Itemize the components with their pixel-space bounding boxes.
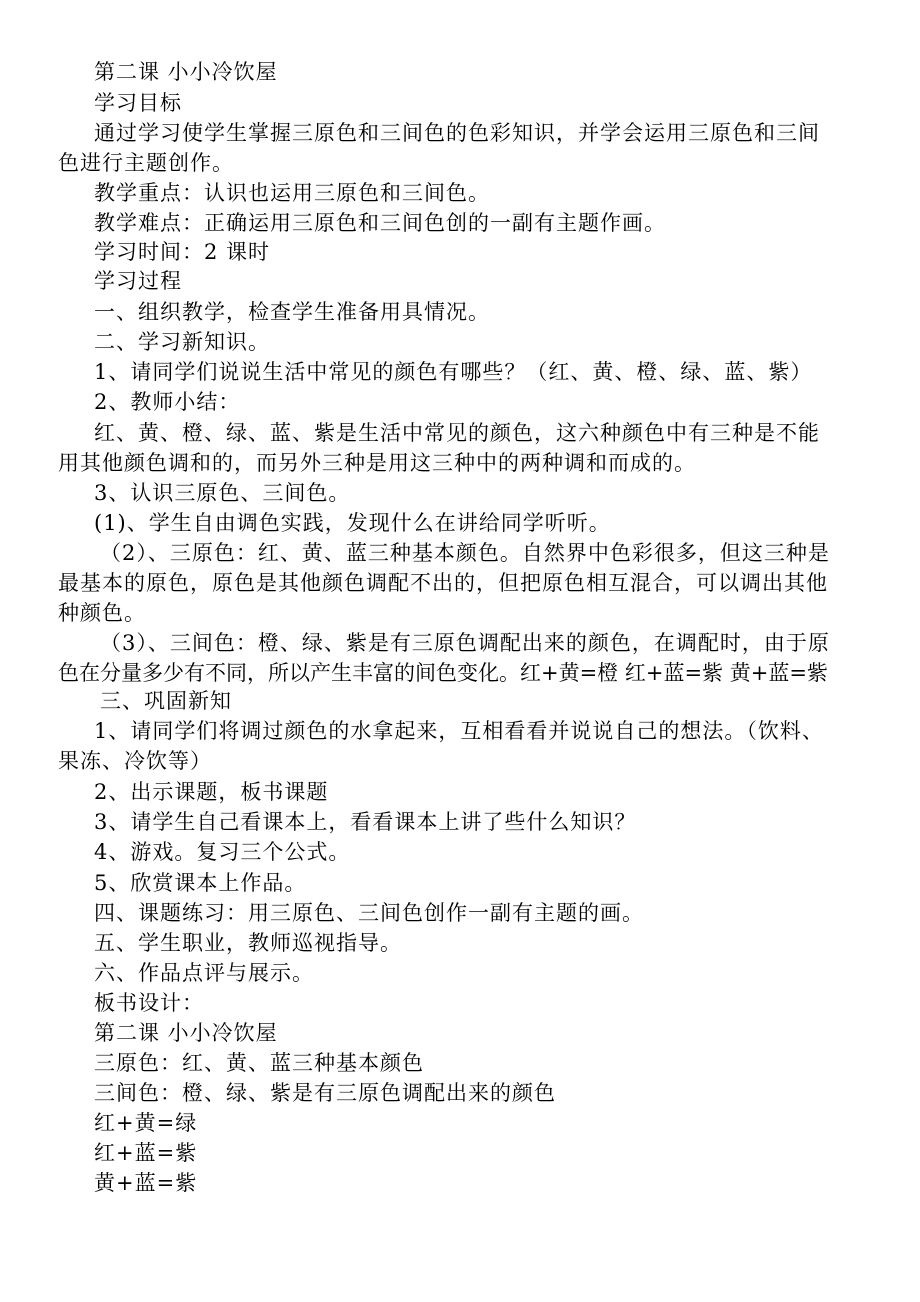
step-3-1-line-1: 1、请同学们将调过颜色的水拿起来，互相看看并说说自己的想法。（饮料、 xyxy=(94,719,824,743)
study-time: 学习时间：2 课时 xyxy=(94,240,271,264)
sub-item-2-line-2: 最基本的原色，原色是其他颜色调配不出的，但把原色相互混合，可以调出其他 xyxy=(58,571,828,595)
step-3-1-line-2: 果冻、冷饮等） xyxy=(58,749,212,773)
process-heading: 学习过程 xyxy=(94,269,182,293)
step-3-5: 5、欣赏课本上作品。 xyxy=(94,871,307,895)
difficulty: 教学难点：正确运用三原色和三间色创的一副有主题作画。 xyxy=(94,211,666,235)
formula-2: 红+蓝=紫 xyxy=(94,1141,198,1165)
step-3-2: 2、出示课题，板书课题 xyxy=(94,780,329,804)
objectives-text-line-1: 通过学习使学生掌握三原色和三间色的色彩知识，并学会运用三原色和三间 xyxy=(94,121,820,145)
sub-item-2-line-3: 种颜色。 xyxy=(58,601,146,625)
board-heading: 板书设计： xyxy=(94,991,204,1015)
summary-line-1: 红、黄、橙、绿、蓝、紫是生活中常见的颜色，这六种颜色中有三种是不能 xyxy=(94,421,820,445)
objectives-text-line-2: 色进行主题创作。 xyxy=(58,151,234,175)
board-title: 第二课 小小冷饮屋 xyxy=(94,1021,278,1045)
step-3-4: 4、游戏。复习三个公式。 xyxy=(94,840,351,864)
sub-item-2-line-1: （2）、三原色：红、黄、蓝三种基本颜色。自然界中色彩很多，但这三种是 xyxy=(100,541,830,565)
step-3-3: 3、请学生自己看课本上，看看课本上讲了些什么知识？ xyxy=(94,810,637,834)
board-primary-colors: 三原色：红、黄、蓝三种基本颜色 xyxy=(94,1051,424,1075)
formula-3: 黄+蓝=紫 xyxy=(94,1171,198,1195)
step-1: 一、组织教学，检查学生准备用具情况。 xyxy=(94,300,490,324)
step-2-1: 1、请同学们说说生活中常见的颜色有哪些？（红、黄、橙、绿、蓝、紫） xyxy=(94,360,813,384)
sub-item-3-line-2: 色在分量多少有不同，所以产生丰富的间色变化。红+黄=橙 红+蓝=紫 黄+蓝=紫 xyxy=(58,661,828,685)
sub-item-3-line-1: （3）、三间色：橙、绿、紫是有三原色调配出来的颜色，在调配时，由于原 xyxy=(100,631,830,655)
step-4: 四、课题练习：用三原色、三间色创作一副有主题的画。 xyxy=(94,901,644,925)
board-secondary-colors: 三间色：橙、绿、紫是有三原色调配出来的颜色 xyxy=(94,1081,556,1105)
step-3: 三、巩固新知 xyxy=(100,689,232,713)
step-2-2: 2、教师小结： xyxy=(94,390,241,414)
lesson-title: 第二课 小小冷饮屋 xyxy=(94,60,278,84)
step-6: 六、作品点评与展示。 xyxy=(94,961,314,985)
formula-1: 红+黄=绿 xyxy=(94,1111,198,1135)
step-5: 五、学生职业，教师巡视指导。 xyxy=(94,931,402,955)
step-2: 二、学习新知识。 xyxy=(94,330,270,354)
step-2-3: 3、认识三原色、三间色。 xyxy=(94,481,351,505)
key-point: 教学重点：认识也运用三原色和三间色。 xyxy=(94,181,490,205)
objectives-heading: 学习目标 xyxy=(94,91,182,115)
sub-item-1: (1)、学生自由调色实践，发现什么在讲给同学听听。 xyxy=(94,511,611,535)
summary-line-2: 用其他颜色调和的，而另外三种是用这三种中的两种调和而成的。 xyxy=(58,451,696,475)
